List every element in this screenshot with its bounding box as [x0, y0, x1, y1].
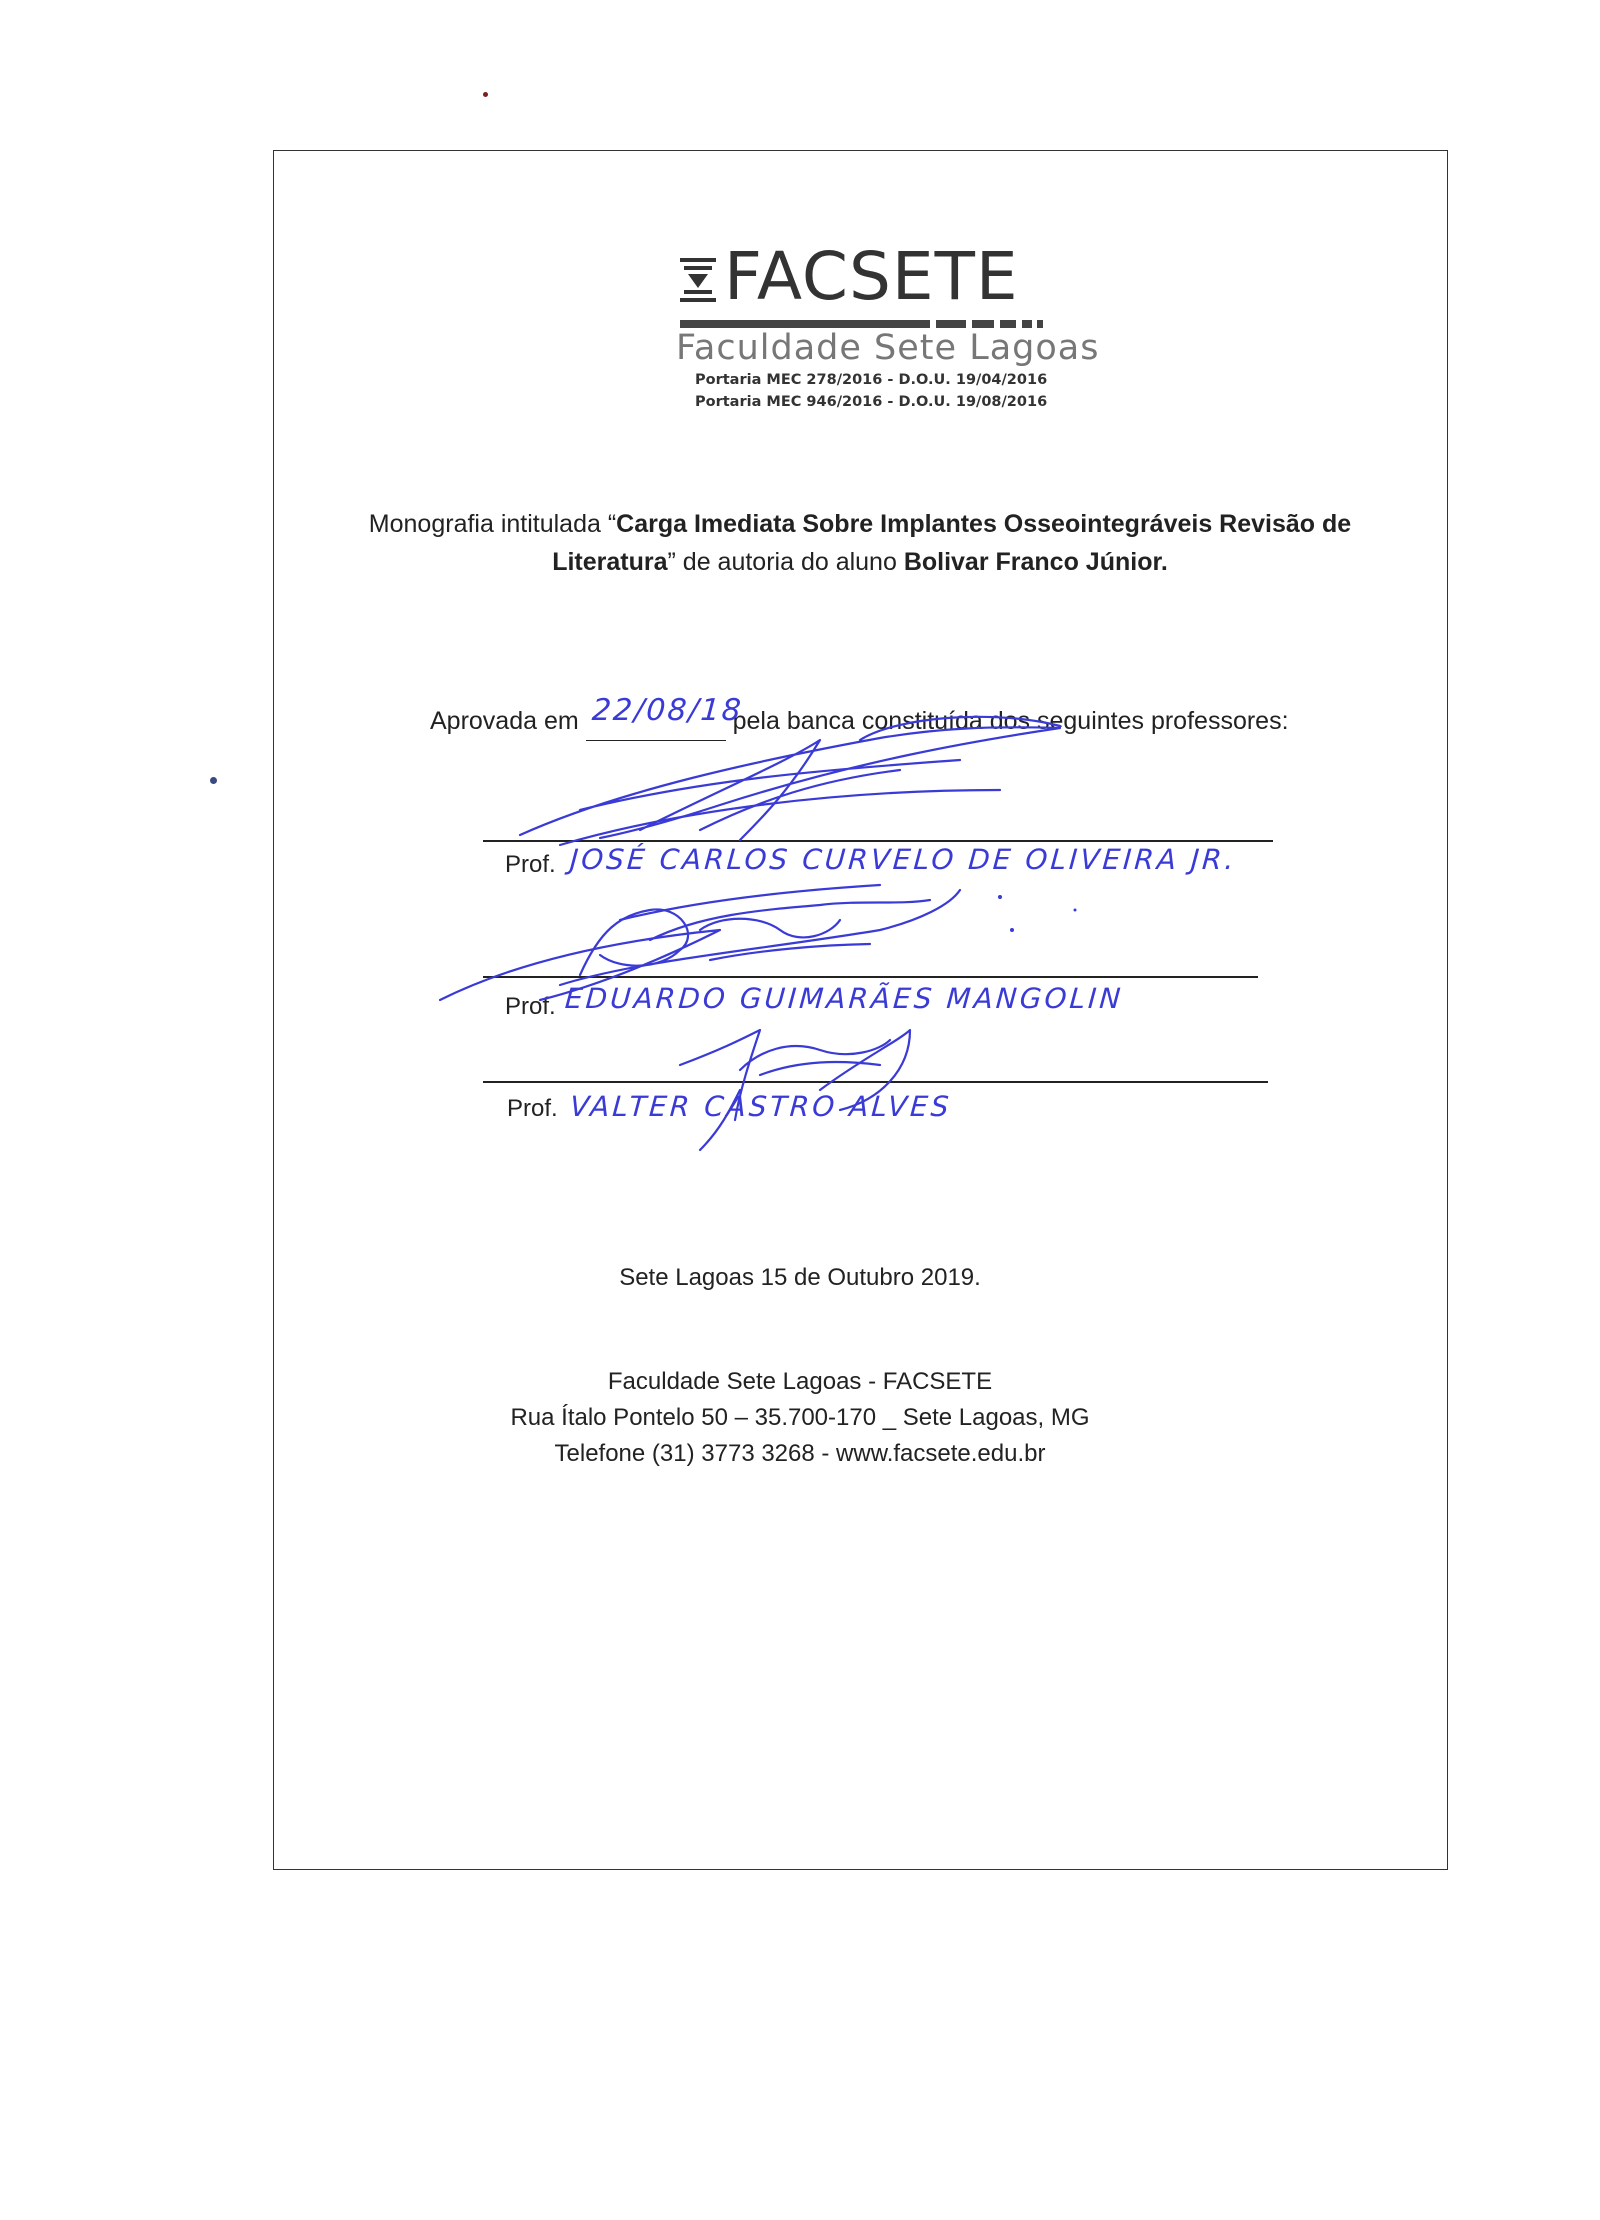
signature-line-2 — [483, 976, 1258, 978]
monograph-statement — [330, 505, 1390, 581]
signature-line-3 — [483, 1081, 1268, 1083]
professor-1-label: Prof. — [505, 851, 556, 878]
logo-emblem-icon — [680, 258, 716, 302]
monograph-prefix: Monografia intitulada “ — [368, 510, 617, 538]
footer-address: Rua Ítalo Pontelo 50 – 35.700-170 _ Sete Lagoas, MG — [510, 1404, 1090, 1431]
monograph-author: Bolivar Franco Júnior. — [903, 548, 1168, 576]
logo-portaria-1: Portaria MEC 278/2016 - D.O.U. 19/04/2016 — [695, 372, 1048, 388]
professor-2-label: Prof. — [505, 993, 556, 1020]
speck — [483, 92, 488, 97]
footer-institution: Faculdade Sete Lagoas - FACSETE — [607, 1368, 993, 1395]
approval-prefix: Aprovada em — [430, 707, 579, 735]
professor-3-name: VALTER CASTRO ALVES — [568, 1090, 953, 1123]
professor-1-name: JOSÉ CARLOS CURVELO DE OLIVEIRA JR. — [568, 843, 1238, 876]
approval-date-handwritten: 22/08/18 — [590, 693, 744, 729]
approval-line — [430, 693, 1289, 737]
facsete-logo — [676, 238, 1100, 415]
signature-line-1 — [483, 840, 1273, 842]
professor-2-name: EDUARDO GUIMARÃES MANGOLIN — [563, 982, 1125, 1015]
footer-contact: Telefone (31) 3773 3268 - www.facsete.edu.br — [554, 1440, 1046, 1467]
logo-title: FACSETE — [724, 238, 1019, 315]
approval-suffix: pela banca constituída dos seguintes professores: — [732, 707, 1289, 735]
place-date: Sete Lagoas 15 de Outubro 2019. — [619, 1264, 981, 1291]
logo-stripe — [680, 320, 1045, 328]
logo-subtitle: Faculdade Sete Lagoas — [676, 328, 1100, 368]
monograph-middle: ” de autoria do aluno — [667, 548, 904, 576]
approval-date-field — [586, 693, 744, 737]
monograph-title: Carga Imediata Sobre Implantes Osseointegráveis Revisão de Literatura — [552, 510, 1352, 576]
professor-3-label: Prof. — [507, 1095, 558, 1122]
speck — [210, 777, 217, 784]
logo-portaria-2: Portaria MEC 946/2016 - D.O.U. 19/08/2016 — [695, 394, 1048, 410]
